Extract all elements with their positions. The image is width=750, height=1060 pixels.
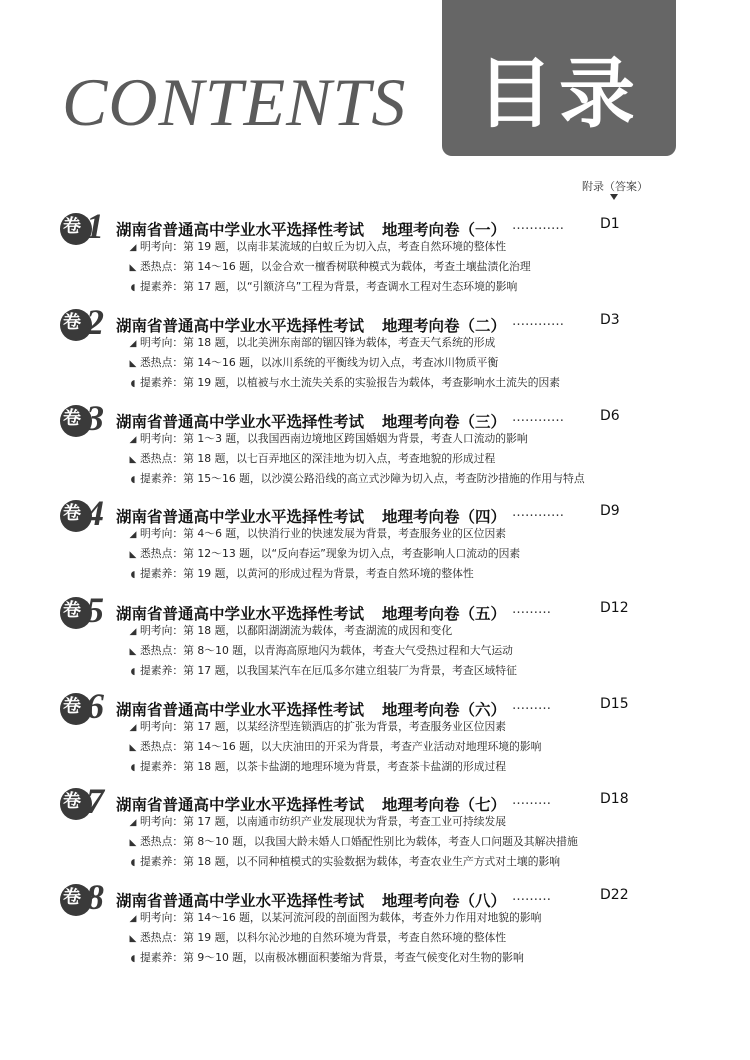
check-mark-icon: ◢ bbox=[129, 530, 137, 540]
badge-number: 1 bbox=[86, 206, 104, 246]
entry-title bbox=[116, 410, 506, 432]
dot-leader: ……… bbox=[512, 793, 551, 808]
check-mark-icon: ◢ bbox=[129, 627, 137, 637]
page-number: D6 bbox=[600, 408, 620, 424]
badge-number: 3 bbox=[86, 398, 104, 438]
exam-name: 湖南省普通高中学业水平选择性考试 bbox=[116, 605, 365, 623]
volume-badge bbox=[60, 781, 108, 821]
appendix-label: 附录（答案） bbox=[582, 180, 648, 193]
toc-entry[interactable] bbox=[0, 206, 750, 306]
point-text: 提素养：第 18 题，以茶卡盐湖的地理环境为背景，考查茶卡盐湖的形成过程 bbox=[140, 760, 507, 773]
volume-badge bbox=[60, 206, 108, 246]
toc-entry[interactable] bbox=[0, 302, 750, 402]
point-text: 悉热点：第 8～10 题，以青海高原地闪为载体，考查大气受热过程和大气运动 bbox=[140, 644, 513, 657]
down-arrow-icon bbox=[610, 194, 618, 200]
entry-point bbox=[128, 260, 531, 275]
pen-icon: ◣ bbox=[129, 455, 137, 465]
entry-title bbox=[116, 505, 506, 527]
badge-char: 卷 bbox=[63, 696, 81, 717]
badge-char: 卷 bbox=[63, 216, 81, 237]
leaf-icon: ◖ bbox=[130, 954, 136, 964]
leaf-icon: ◖ bbox=[130, 763, 136, 773]
paper-name: 地理考向卷（一） bbox=[382, 221, 507, 239]
entry-title bbox=[116, 698, 506, 720]
badge-number: 7 bbox=[86, 781, 104, 821]
dot-leader: ………… bbox=[512, 410, 564, 425]
entry-point bbox=[128, 452, 495, 467]
badge-number: 6 bbox=[86, 686, 104, 726]
pen-icon: ◣ bbox=[129, 838, 137, 848]
entry-title bbox=[116, 889, 506, 911]
paper-name: 地理考向卷（二） bbox=[382, 317, 507, 335]
point-text: 明考向：第 17 题，以南通市纺织产业发展现状为背景，考查工业可持续发展 bbox=[140, 815, 507, 828]
point-text: 悉热点：第 12～13 题，以“反向春运”现象为切入点，考查影响人口流动的因素 bbox=[140, 547, 521, 560]
check-mark-icon: ◢ bbox=[129, 435, 137, 445]
point-text: 明考向：第 4～6 题，以快消行业的快速发展为背景，考查服务业的区位因素 bbox=[140, 527, 507, 540]
entry-point bbox=[128, 624, 452, 639]
page-number: D3 bbox=[600, 312, 620, 328]
entry-point bbox=[128, 336, 495, 351]
toc-entry[interactable] bbox=[0, 686, 750, 786]
dot-leader: ……… bbox=[512, 889, 551, 904]
point-text: 提素养：第 15～16 题，以沙漠公路沿线的高立式沙障为切入点，考查防沙措施的作用与特点 bbox=[140, 472, 585, 485]
paper-name: 地理考向卷（八） bbox=[382, 892, 507, 910]
point-text: 悉热点：第 14～16 题，以冰川系统的平衡线为切入点，考查冰川物质平衡 bbox=[140, 356, 499, 369]
entry-point bbox=[128, 740, 541, 755]
volume-badge bbox=[60, 590, 108, 630]
dot-leader: ………… bbox=[512, 505, 564, 520]
entry-title bbox=[116, 602, 506, 624]
badge-char: 卷 bbox=[63, 600, 81, 621]
check-mark-icon: ◢ bbox=[129, 243, 137, 253]
badge-char: 卷 bbox=[63, 887, 81, 908]
page-number: D15 bbox=[600, 696, 629, 712]
pen-icon: ◣ bbox=[129, 359, 137, 369]
paper-name: 地理考向卷（四） bbox=[382, 508, 507, 526]
volume-badge bbox=[60, 493, 108, 533]
point-text: 提素养：第 17 题，以“引额济乌”工程为背景，考查调水工程对生态环境的影响 bbox=[140, 280, 518, 293]
contents-heading: CONTENTS bbox=[62, 64, 407, 140]
exam-name: 湖南省普通高中学业水平选择性考试 bbox=[116, 221, 365, 239]
point-text: 明考向：第 17 题，以某经济型连锁酒店的扩张为背景，考查服务业区位因素 bbox=[140, 720, 507, 733]
point-text: 悉热点：第 14～16 题，以金合欢一檀香树联种模式为载体，考查土壤盐渍化治理 bbox=[140, 260, 531, 273]
entry-point bbox=[128, 432, 528, 447]
entry-point bbox=[128, 472, 585, 487]
toc-entry[interactable] bbox=[0, 493, 750, 593]
check-mark-icon: ◢ bbox=[129, 914, 137, 924]
toc-entry[interactable] bbox=[0, 590, 750, 690]
point-text: 明考向：第 18 题，以北美洲东南部的锢囚锋为载体，考查天气系统的形成 bbox=[140, 336, 496, 349]
dot-leader: ………… bbox=[512, 218, 564, 233]
badge-char: 卷 bbox=[63, 503, 81, 524]
page-number: D9 bbox=[600, 503, 620, 519]
leaf-icon: ◖ bbox=[130, 570, 136, 580]
badge-char: 卷 bbox=[63, 408, 81, 429]
page-number: D22 bbox=[600, 887, 629, 903]
title-block bbox=[442, 0, 676, 156]
exam-name: 湖南省普通高中学业水平选择性考试 bbox=[116, 508, 365, 526]
leaf-icon: ◖ bbox=[130, 475, 136, 485]
point-text: 明考向：第 18 题，以鄱阳湖湖流为载体，考查湖流的成因和变化 bbox=[140, 624, 453, 637]
entry-point bbox=[128, 815, 506, 830]
entry-point bbox=[128, 376, 560, 391]
entry-point bbox=[128, 280, 517, 295]
entry-point bbox=[128, 720, 506, 735]
point-text: 提素养：第 19 题，以黄河的形成过程为背景，考查自然环境的整体性 bbox=[140, 567, 474, 580]
exam-name: 湖南省普通高中学业水平选择性考试 bbox=[116, 796, 365, 814]
badge-number: 8 bbox=[86, 877, 104, 917]
point-text: 明考向：第 19 题，以南非某流域的白蚁丘为切入点，考查自然环境的整体性 bbox=[140, 240, 507, 253]
paper-name: 地理考向卷（五） bbox=[382, 605, 507, 623]
exam-name: 湖南省普通高中学业水平选择性考试 bbox=[116, 701, 365, 719]
page-number: D12 bbox=[600, 600, 629, 616]
point-text: 提素养：第 17 题，以我国某汽车在厄瓜多尔建立组装厂为背景，考查区域特征 bbox=[140, 664, 517, 677]
page-number: D1 bbox=[600, 216, 620, 232]
toc-entry[interactable] bbox=[0, 781, 750, 881]
check-mark-icon: ◢ bbox=[129, 723, 137, 733]
pen-icon: ◣ bbox=[129, 550, 137, 560]
pen-icon: ◣ bbox=[129, 263, 137, 273]
leaf-icon: ◖ bbox=[130, 379, 136, 389]
entry-title bbox=[116, 218, 506, 240]
entry-point bbox=[128, 951, 524, 966]
volume-badge bbox=[60, 398, 108, 438]
point-text: 提素养：第 18 题，以不同种植模式的实验数据为载体，考查农业生产方式对土壤的影响 bbox=[140, 855, 561, 868]
leaf-icon: ◖ bbox=[130, 283, 136, 293]
entry-point bbox=[128, 911, 541, 926]
badge-char: 卷 bbox=[63, 312, 81, 333]
dot-leader: ……… bbox=[512, 698, 551, 713]
point-text: 明考向：第 1～3 题，以我国西南边境地区跨国婚姻为背景，考查人口流动的影响 bbox=[140, 432, 528, 445]
leaf-icon: ◖ bbox=[130, 858, 136, 868]
badge-number: 5 bbox=[86, 590, 104, 630]
entry-point bbox=[128, 855, 560, 870]
paper-name: 地理考向卷（七） bbox=[382, 796, 507, 814]
badge-number: 2 bbox=[86, 302, 104, 342]
entry-point bbox=[128, 547, 520, 562]
page-title: 目录 bbox=[477, 49, 641, 138]
badge-number: 4 bbox=[86, 493, 104, 533]
toc-entry[interactable] bbox=[0, 877, 750, 977]
point-text: 悉热点：第 14～16 题，以大庆油田的开采为背景，考查产业活动对地理环境的影响 bbox=[140, 740, 542, 753]
dot-leader: ……… bbox=[512, 602, 551, 617]
entry-point bbox=[128, 664, 517, 679]
pen-icon: ◣ bbox=[129, 934, 137, 944]
entry-point bbox=[128, 835, 578, 850]
point-text: 悉热点：第 18 题，以七百弄地区的深洼地为切入点，考查地貌的形成过程 bbox=[140, 452, 496, 465]
exam-name: 湖南省普通高中学业水平选择性考试 bbox=[116, 317, 365, 335]
entry-point bbox=[128, 760, 506, 775]
dot-leader: ………… bbox=[512, 314, 564, 329]
entry-title bbox=[116, 314, 506, 336]
point-text: 明考向：第 14～16 题，以某河流河段的剖面图为载体，考查外力作用对地貌的影响 bbox=[140, 911, 542, 924]
entry-point bbox=[128, 527, 506, 542]
volume-badge bbox=[60, 877, 108, 917]
point-text: 悉热点：第 8～10 题，以我国大龄未婚人口婚配性别比为载体，考查人口问题及其解决措施 bbox=[140, 835, 578, 848]
point-text: 提素养：第 19 题，以植被与水土流失关系的实验报告为载体，考查影响水土流失的因素 bbox=[140, 376, 561, 389]
entry-point bbox=[128, 644, 513, 659]
page-header bbox=[0, 0, 750, 200]
paper-name: 地理考向卷（三） bbox=[382, 413, 507, 431]
entry-title bbox=[116, 793, 506, 815]
pen-icon: ◣ bbox=[129, 743, 137, 753]
page-number: D18 bbox=[600, 791, 629, 807]
volume-badge bbox=[60, 686, 108, 726]
badge-char: 卷 bbox=[63, 791, 81, 812]
check-mark-icon: ◢ bbox=[129, 818, 137, 828]
entry-point bbox=[128, 567, 474, 582]
entry-point bbox=[128, 240, 506, 255]
paper-name: 地理考向卷（六） bbox=[382, 701, 507, 719]
point-text: 悉热点：第 19 题，以科尔沁沙地的自然环境为背景，考查自然环境的整体性 bbox=[140, 931, 507, 944]
exam-name: 湖南省普通高中学业水平选择性考试 bbox=[116, 413, 365, 431]
leaf-icon: ◖ bbox=[130, 667, 136, 677]
entry-point bbox=[128, 931, 506, 946]
pen-icon: ◣ bbox=[129, 647, 137, 657]
exam-name: 湖南省普通高中学业水平选择性考试 bbox=[116, 892, 365, 910]
toc-entry[interactable] bbox=[0, 398, 750, 498]
entry-point bbox=[128, 356, 498, 371]
point-text: 提素养：第 9～10 题，以南极冰棚面积萎缩为背景，考查气候变化对生物的影响 bbox=[140, 951, 524, 964]
check-mark-icon: ◢ bbox=[129, 339, 137, 349]
volume-badge bbox=[60, 302, 108, 342]
